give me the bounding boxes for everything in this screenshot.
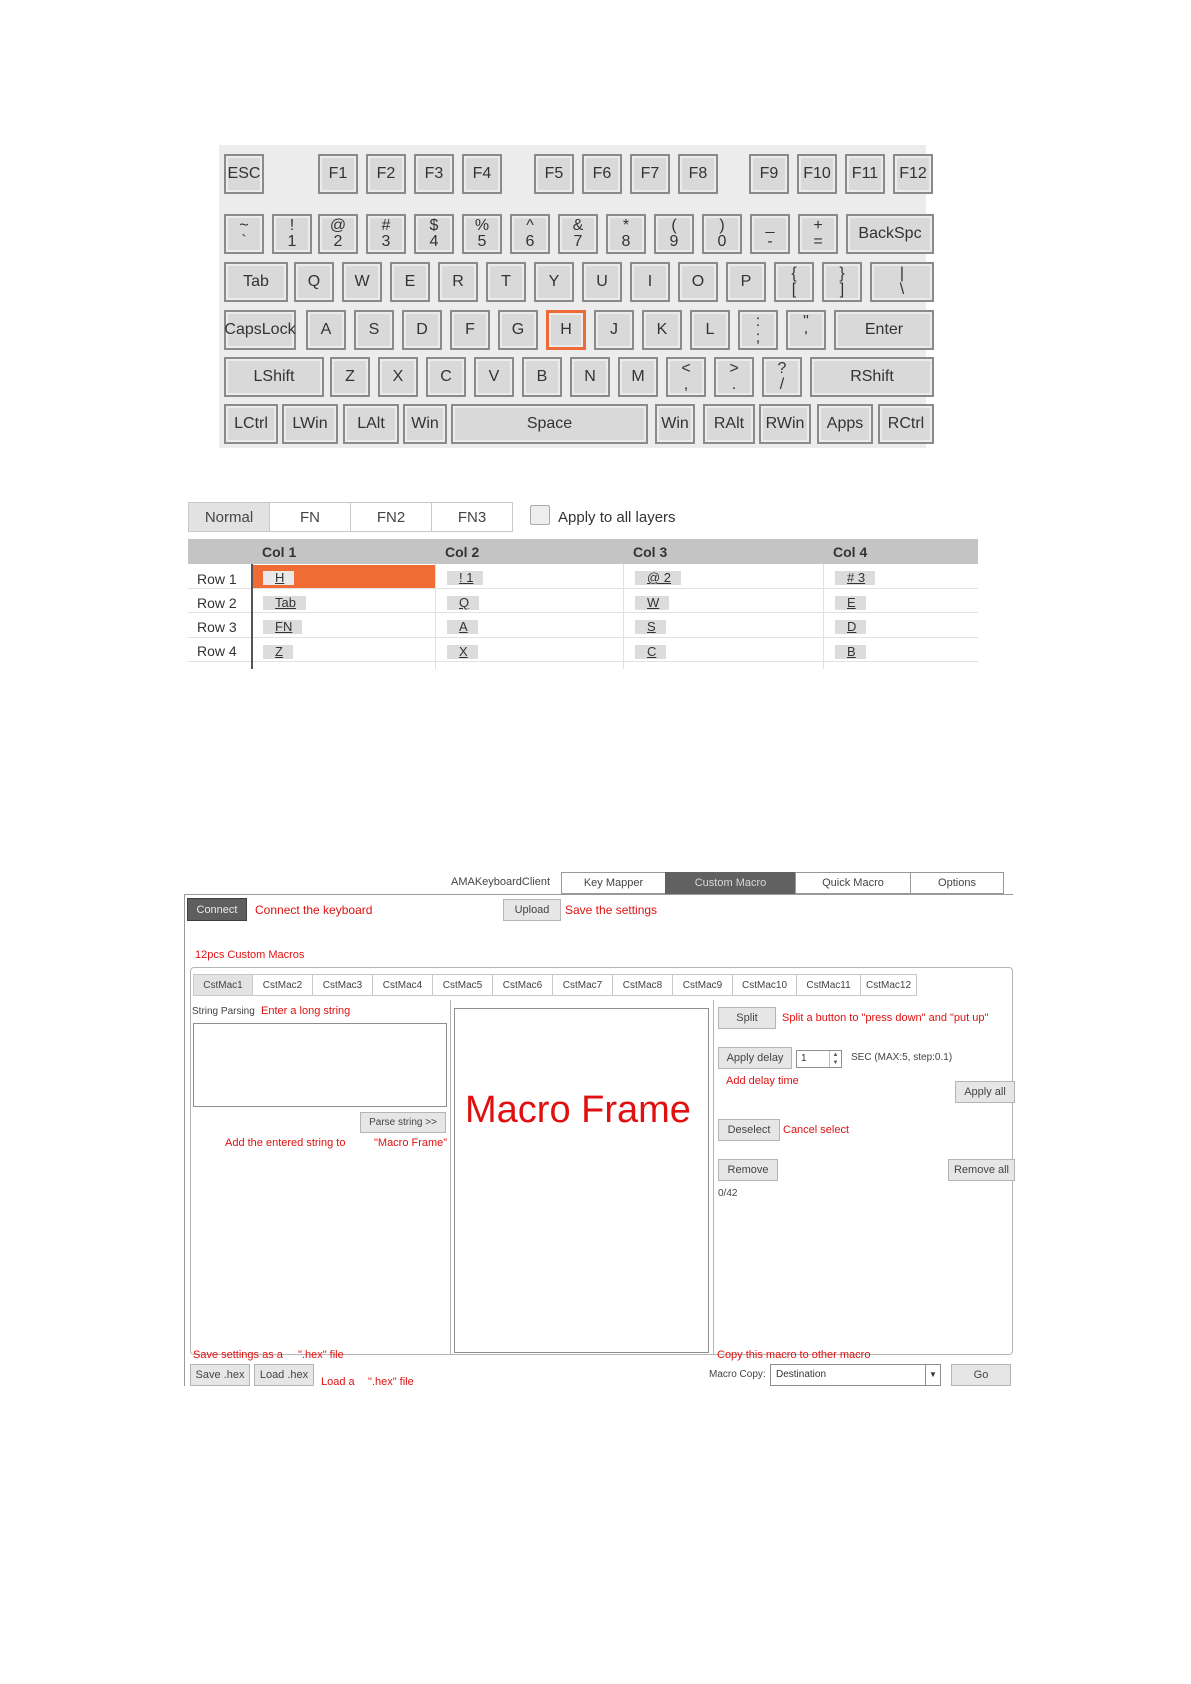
key-f8[interactable]: [678, 154, 718, 194]
key-base-legend: [: [791, 281, 797, 298]
macros-title: 12pcs Custom Macros: [195, 949, 305, 961]
key-legend: F9: [759, 165, 779, 182]
key-base-legend: -: [767, 233, 773, 250]
key-legend: C: [440, 368, 452, 385]
key-shift-legend: ~: [239, 217, 249, 234]
key-r1k5[interactable]: [462, 214, 502, 254]
grid-row-label: Row 1: [197, 571, 237, 587]
key-legend: F: [465, 321, 475, 338]
key-legend: Enter: [864, 321, 904, 338]
key-legend: Win: [661, 415, 689, 432]
chevron-down-icon[interactable]: ▼: [925, 1365, 940, 1385]
tab-key-mapper[interactable]: Key Mapper: [561, 872, 666, 894]
key-lshift[interactable]: [224, 357, 324, 397]
parse-note: "Macro Frame": [374, 1137, 448, 1149]
grid-cell-chip[interactable]: X: [447, 645, 478, 659]
grid-col-header: Col 1: [252, 539, 435, 564]
grid-cell-chip[interactable]: W: [635, 596, 669, 610]
tab-cstmac9[interactable]: CstMac9: [672, 974, 733, 996]
grid-cell-chip[interactable]: S: [635, 620, 666, 634]
grid-cell-chip[interactable]: @ 2: [635, 571, 681, 585]
key-shift-legend: @: [329, 217, 347, 234]
key-shift-legend: >: [729, 360, 739, 377]
key-shift-legend: ): [719, 217, 725, 234]
key-legend: U: [596, 273, 608, 290]
grid-row-label: Row 3: [197, 619, 237, 635]
key-f[interactable]: [450, 310, 490, 350]
grid-cell-chip[interactable]: # 3: [835, 571, 875, 585]
key-base-legend: ]: [839, 281, 845, 298]
key-esc[interactable]: [224, 154, 264, 194]
app-border: [184, 894, 1013, 895]
grid-cell-chip[interactable]: Tab: [263, 596, 306, 610]
grid-corner-header: [188, 539, 252, 564]
grid-cell-chip[interactable]: Z: [263, 645, 293, 659]
key-legend: G: [511, 321, 525, 338]
tab-cstmac2[interactable]: CstMac2: [252, 974, 313, 996]
layer-tab-fn3[interactable]: FN3: [431, 502, 513, 532]
key-legend: K: [656, 321, 668, 338]
key-legend: F4: [472, 165, 492, 182]
key-tab[interactable]: [224, 262, 288, 302]
key-f5[interactable]: [534, 154, 574, 194]
key-legend: X: [392, 368, 404, 385]
key-legend: M: [631, 368, 645, 385]
key-legend: Space: [526, 415, 573, 432]
key-legend: F7: [640, 165, 660, 182]
split-note: Split a button to "press down" and "put up": [782, 1012, 989, 1024]
key-grid: [188, 539, 978, 669]
grid-row-divider: [188, 612, 978, 613]
key-r1k8[interactable]: [606, 214, 646, 254]
tab-options[interactable]: Options: [910, 872, 1004, 894]
grid-col-header: Col 4: [823, 539, 978, 564]
key-legend: F2: [376, 165, 396, 182]
key-base-legend: \: [899, 281, 905, 298]
key-legend: Z: [345, 368, 355, 385]
load-note: Load a: [321, 1376, 355, 1388]
deselect-button[interactable]: Deselect: [718, 1119, 780, 1141]
key-rshift[interactable]: [810, 357, 934, 397]
go-button[interactable]: Go: [951, 1364, 1011, 1386]
grid-row-divider: [188, 637, 978, 638]
connect-button[interactable]: Connect: [187, 898, 247, 921]
key-r1k2[interactable]: [318, 214, 358, 254]
key-legend: F6: [592, 165, 612, 182]
key-q[interactable]: [294, 262, 334, 302]
key-legend: B: [536, 368, 548, 385]
key-lwin[interactable]: [282, 404, 338, 444]
remove-button[interactable]: Remove: [718, 1159, 778, 1181]
key-apps[interactable]: [817, 404, 873, 444]
layer-tab-fn[interactable]: FN: [269, 502, 351, 532]
key-legend: F1: [328, 165, 348, 182]
key-base-legend: ,: [683, 376, 689, 393]
key-legend: S: [368, 321, 380, 338]
key-r3k10[interactable]: [738, 310, 778, 350]
key-legend: V: [488, 368, 500, 385]
key-j[interactable]: [594, 310, 634, 350]
key-legend: O: [691, 273, 705, 290]
stepper-arrows-icon[interactable]: ▲ ▼: [829, 1051, 841, 1067]
tab-cstmac5[interactable]: CstMac5: [432, 974, 493, 996]
key-win[interactable]: [403, 404, 447, 444]
tab-cstmac1[interactable]: CstMac1: [193, 974, 253, 996]
key-f9[interactable]: [749, 154, 789, 194]
key-f12[interactable]: [893, 154, 933, 194]
tab-cstmac3[interactable]: CstMac3: [312, 974, 373, 996]
key-r1k12[interactable]: [798, 214, 838, 254]
key-r2k11[interactable]: [774, 262, 814, 302]
grid-cell-chip[interactable]: A: [447, 620, 478, 634]
delay-stepper[interactable]: [796, 1050, 842, 1068]
key-r1k3[interactable]: [366, 214, 406, 254]
macro-count: 0/42: [718, 1188, 738, 1199]
key-shift-legend: ?: [777, 360, 787, 377]
key-r1k6[interactable]: [510, 214, 550, 254]
tab-cstmac6[interactable]: CstMac6: [492, 974, 553, 996]
key-shift-legend: &: [572, 217, 584, 234]
key-r2k13[interactable]: [870, 262, 934, 302]
grid-row-label: Row 4: [197, 643, 237, 659]
tab-cstmac11[interactable]: CstMac11: [796, 974, 861, 996]
key-base-legend: ;: [755, 329, 761, 346]
key-r1k7[interactable]: [558, 214, 598, 254]
key-s[interactable]: [354, 310, 394, 350]
key-legend: Q: [307, 273, 321, 290]
key-legend: LWin: [292, 415, 328, 432]
grid-cell-chip[interactable]: B: [835, 645, 866, 659]
panel-divider: [450, 1000, 451, 1355]
panel-divider: [713, 1000, 714, 1355]
key-legend: W: [354, 273, 370, 290]
key-f6[interactable]: [582, 154, 622, 194]
deselect-note: Cancel select: [783, 1124, 850, 1136]
tab-custom-macro[interactable]: Custom Macro: [665, 872, 796, 894]
key-space[interactable]: [451, 404, 648, 444]
grid-row-divider: [188, 661, 978, 662]
key-r[interactable]: [438, 262, 478, 302]
string-parsing-note: Enter a long string: [261, 1005, 351, 1017]
key-legend: Win: [411, 415, 439, 432]
key-lctrl[interactable]: [224, 404, 278, 444]
destination-value: Destination: [776, 1369, 827, 1380]
key-w[interactable]: [342, 262, 382, 302]
grid-cell-chip[interactable]: D: [835, 620, 866, 634]
key-legend: LCtrl: [234, 415, 268, 432]
tab-cstmac8[interactable]: CstMac8: [612, 974, 673, 996]
key-e[interactable]: [390, 262, 430, 302]
key-legend: CapsLock: [224, 321, 296, 338]
key-legend: F12: [899, 165, 927, 182]
key-legend: L: [705, 321, 715, 338]
layer-tab-fn2[interactable]: FN2: [350, 502, 432, 532]
grid-col-divider: [823, 564, 824, 669]
connect-note: Connect the keyboard: [255, 903, 373, 917]
key-g[interactable]: [498, 310, 538, 350]
apply-all-button[interactable]: Apply all: [955, 1081, 1015, 1103]
key-rwin[interactable]: [759, 404, 811, 444]
key-base-legend: 3: [381, 233, 391, 250]
key-legend: LAlt: [357, 415, 385, 432]
key-m[interactable]: [618, 357, 658, 397]
key-legend: F10: [803, 165, 831, 182]
key-r2k12[interactable]: [822, 262, 862, 302]
key-legend: RWin: [765, 415, 805, 432]
key-base-legend: .: [731, 376, 737, 393]
key-f11[interactable]: [845, 154, 885, 194]
key-legend: N: [584, 368, 596, 385]
upload-note: Save the settings: [565, 903, 658, 917]
key-f7[interactable]: [630, 154, 670, 194]
key-legend: A: [320, 321, 332, 338]
key-base-legend: /: [779, 376, 785, 393]
remove-all-button[interactable]: Remove all: [948, 1159, 1015, 1181]
grid-col-header: Col 2: [435, 539, 623, 564]
grid-cell-chip[interactable]: C: [635, 645, 666, 659]
key-base-legend: 8: [621, 233, 631, 250]
upload-button[interactable]: Upload: [503, 899, 561, 921]
destination-select[interactable]: [770, 1364, 941, 1386]
key-legend: BackSpc: [858, 225, 922, 242]
app-border: [184, 894, 185, 1386]
key-legend: H: [560, 321, 572, 338]
key-base-legend: 0: [717, 233, 727, 250]
key-backspc[interactable]: [846, 214, 934, 254]
grid-col-divider: [435, 564, 436, 669]
key-enter[interactable]: [834, 310, 934, 350]
key-b[interactable]: [522, 357, 562, 397]
key-legend: RShift: [850, 368, 894, 385]
key-r4k9[interactable]: [714, 357, 754, 397]
key-lalt[interactable]: [343, 404, 399, 444]
string-input[interactable]: [193, 1023, 447, 1107]
key-legend: RCtrl: [887, 415, 925, 432]
key-f2[interactable]: [366, 154, 406, 194]
key-legend: F5: [544, 165, 564, 182]
key-x[interactable]: [378, 357, 418, 397]
key-legend: LShift: [253, 368, 295, 385]
key-base-legend: 4: [429, 233, 439, 250]
key-ralt[interactable]: [703, 404, 755, 444]
key-legend: T: [501, 273, 511, 290]
grid-cell-chip[interactable]: FN: [263, 620, 302, 634]
grid-cell-chip[interactable]: E: [835, 596, 866, 610]
key-rctrl[interactable]: [878, 404, 934, 444]
key-f3[interactable]: [414, 154, 454, 194]
key-v[interactable]: [474, 357, 514, 397]
key-shift-legend: $: [429, 217, 439, 234]
key-win[interactable]: [655, 404, 695, 444]
key-l[interactable]: [690, 310, 730, 350]
key-o[interactable]: [678, 262, 718, 302]
grid-row-divider: [188, 588, 978, 589]
key-legend: Tab: [243, 273, 269, 290]
key-a[interactable]: [306, 310, 346, 350]
key-legend: Apps: [826, 415, 864, 432]
key-r1k10[interactable]: [702, 214, 742, 254]
key-shift-legend: }: [839, 265, 845, 282]
delay-unit: SEC (MAX:5, step:0.1): [851, 1052, 953, 1063]
copy-note: Copy this macro to other macro: [717, 1349, 871, 1361]
grid-row-label: Row 2: [197, 595, 237, 611]
key-base-legend: 5: [477, 233, 487, 250]
grid-col-divider: [623, 564, 624, 669]
key-base-legend: 1: [287, 233, 297, 250]
key-u[interactable]: [582, 262, 622, 302]
key-shift-legend: (: [671, 217, 677, 234]
key-base-legend: 9: [669, 233, 679, 250]
layer-tab-normal[interactable]: Normal: [188, 502, 270, 532]
key-shift-legend: #: [381, 217, 391, 234]
macro-frame[interactable]: [454, 1008, 709, 1353]
key-shift-legend: {: [791, 265, 797, 282]
grid-cell-chip[interactable]: H: [263, 571, 294, 585]
key-legend: I: [647, 273, 653, 290]
key-base-legend: `: [241, 233, 247, 250]
tab-cstmac10[interactable]: CstMac10: [732, 974, 797, 996]
load-hex-button[interactable]: Load .hex: [254, 1364, 314, 1386]
key-shift-legend: !: [289, 217, 295, 234]
macro-copy-label: Macro Copy:: [709, 1369, 766, 1380]
key-legend: J: [610, 321, 618, 338]
parse-note: Add the entered string to: [225, 1137, 346, 1149]
key-base-legend: 2: [333, 233, 343, 250]
key-r1k9[interactable]: [654, 214, 694, 254]
key-r4k10[interactable]: [762, 357, 802, 397]
key-r1k4[interactable]: [414, 214, 454, 254]
key-r1k0[interactable]: [224, 214, 264, 254]
apply-all-layers-label: Apply to all layers: [558, 509, 676, 526]
key-shift-legend: <: [681, 360, 691, 377]
key-legend: F3: [424, 165, 444, 182]
key-legend: E: [404, 273, 416, 290]
key-legend: F11: [851, 165, 879, 182]
tab-cstmac7[interactable]: CstMac7: [552, 974, 613, 996]
key-legend: ESC: [227, 165, 261, 182]
key-i[interactable]: [630, 262, 670, 302]
split-button[interactable]: Split: [718, 1007, 776, 1029]
key-h-selected[interactable]: [546, 310, 586, 350]
key-base-legend: 6: [525, 233, 535, 250]
macro-frame-label: Macro Frame: [465, 1089, 691, 1131]
key-shift-legend: %: [474, 217, 490, 234]
key-r3k11[interactable]: [786, 310, 826, 350]
key-k[interactable]: [642, 310, 682, 350]
key-base-legend: =: [813, 233, 823, 250]
delay-value: 1: [801, 1053, 807, 1064]
key-legend: D: [416, 321, 428, 338]
key-r1k1[interactable]: [272, 214, 312, 254]
tab-cstmac4[interactable]: CstMac4: [372, 974, 433, 996]
grid-col-header: Col 3: [623, 539, 823, 564]
grid-cell-chip[interactable]: ! 1: [447, 571, 483, 585]
key-f4[interactable]: [462, 154, 502, 194]
parse-string-button[interactable]: Parse string >>: [360, 1112, 446, 1133]
delay-note: Add delay time: [726, 1075, 799, 1087]
load-note: ".hex" file: [368, 1376, 414, 1388]
apply-delay-button[interactable]: Apply delay: [718, 1047, 792, 1069]
key-legend: R: [452, 273, 464, 290]
grid-cell-chip[interactable]: Q: [447, 596, 479, 610]
key-legend: F8: [688, 165, 708, 182]
keyboard-layout: [219, 145, 926, 448]
key-y[interactable]: [534, 262, 574, 302]
key-p[interactable]: [726, 262, 766, 302]
key-d[interactable]: [402, 310, 442, 350]
key-f1[interactable]: [318, 154, 358, 194]
key-shift-legend: |: [899, 265, 905, 282]
string-parsing-label: String Parsing: [192, 1006, 255, 1017]
tab-quick-macro[interactable]: Quick Macro: [795, 872, 911, 894]
key-shift-legend: ": [803, 313, 809, 330]
key-f10[interactable]: [797, 154, 837, 194]
key-r4k8[interactable]: [666, 357, 706, 397]
save-hex-button[interactable]: Save .hex: [190, 1364, 250, 1386]
key-r1k11[interactable]: [750, 214, 790, 254]
key-legend: RAlt: [713, 415, 745, 432]
apply-all-layers-checkbox[interactable]: [530, 505, 550, 525]
key-n[interactable]: [570, 357, 610, 397]
app-title: AMAKeyboardClient: [451, 876, 551, 888]
key-shift-legend: *: [622, 217, 630, 234]
key-shift-legend: :: [755, 313, 761, 330]
key-base-legend: 7: [573, 233, 583, 250]
key-capslock[interactable]: [224, 310, 296, 350]
tab-cstmac12[interactable]: CstMac12: [860, 974, 917, 996]
key-shift-legend: _: [765, 217, 775, 234]
key-z[interactable]: [330, 357, 370, 397]
key-legend: P: [740, 273, 752, 290]
key-shift-legend: +: [813, 217, 823, 234]
key-c[interactable]: [426, 357, 466, 397]
key-base-legend: ': [804, 329, 808, 346]
key-shift-legend: ^: [526, 217, 534, 234]
key-t[interactable]: [486, 262, 526, 302]
key-legend: Y: [548, 273, 560, 290]
save-note: Save settings as a: [193, 1349, 283, 1361]
save-note: ".hex" file: [298, 1349, 344, 1361]
